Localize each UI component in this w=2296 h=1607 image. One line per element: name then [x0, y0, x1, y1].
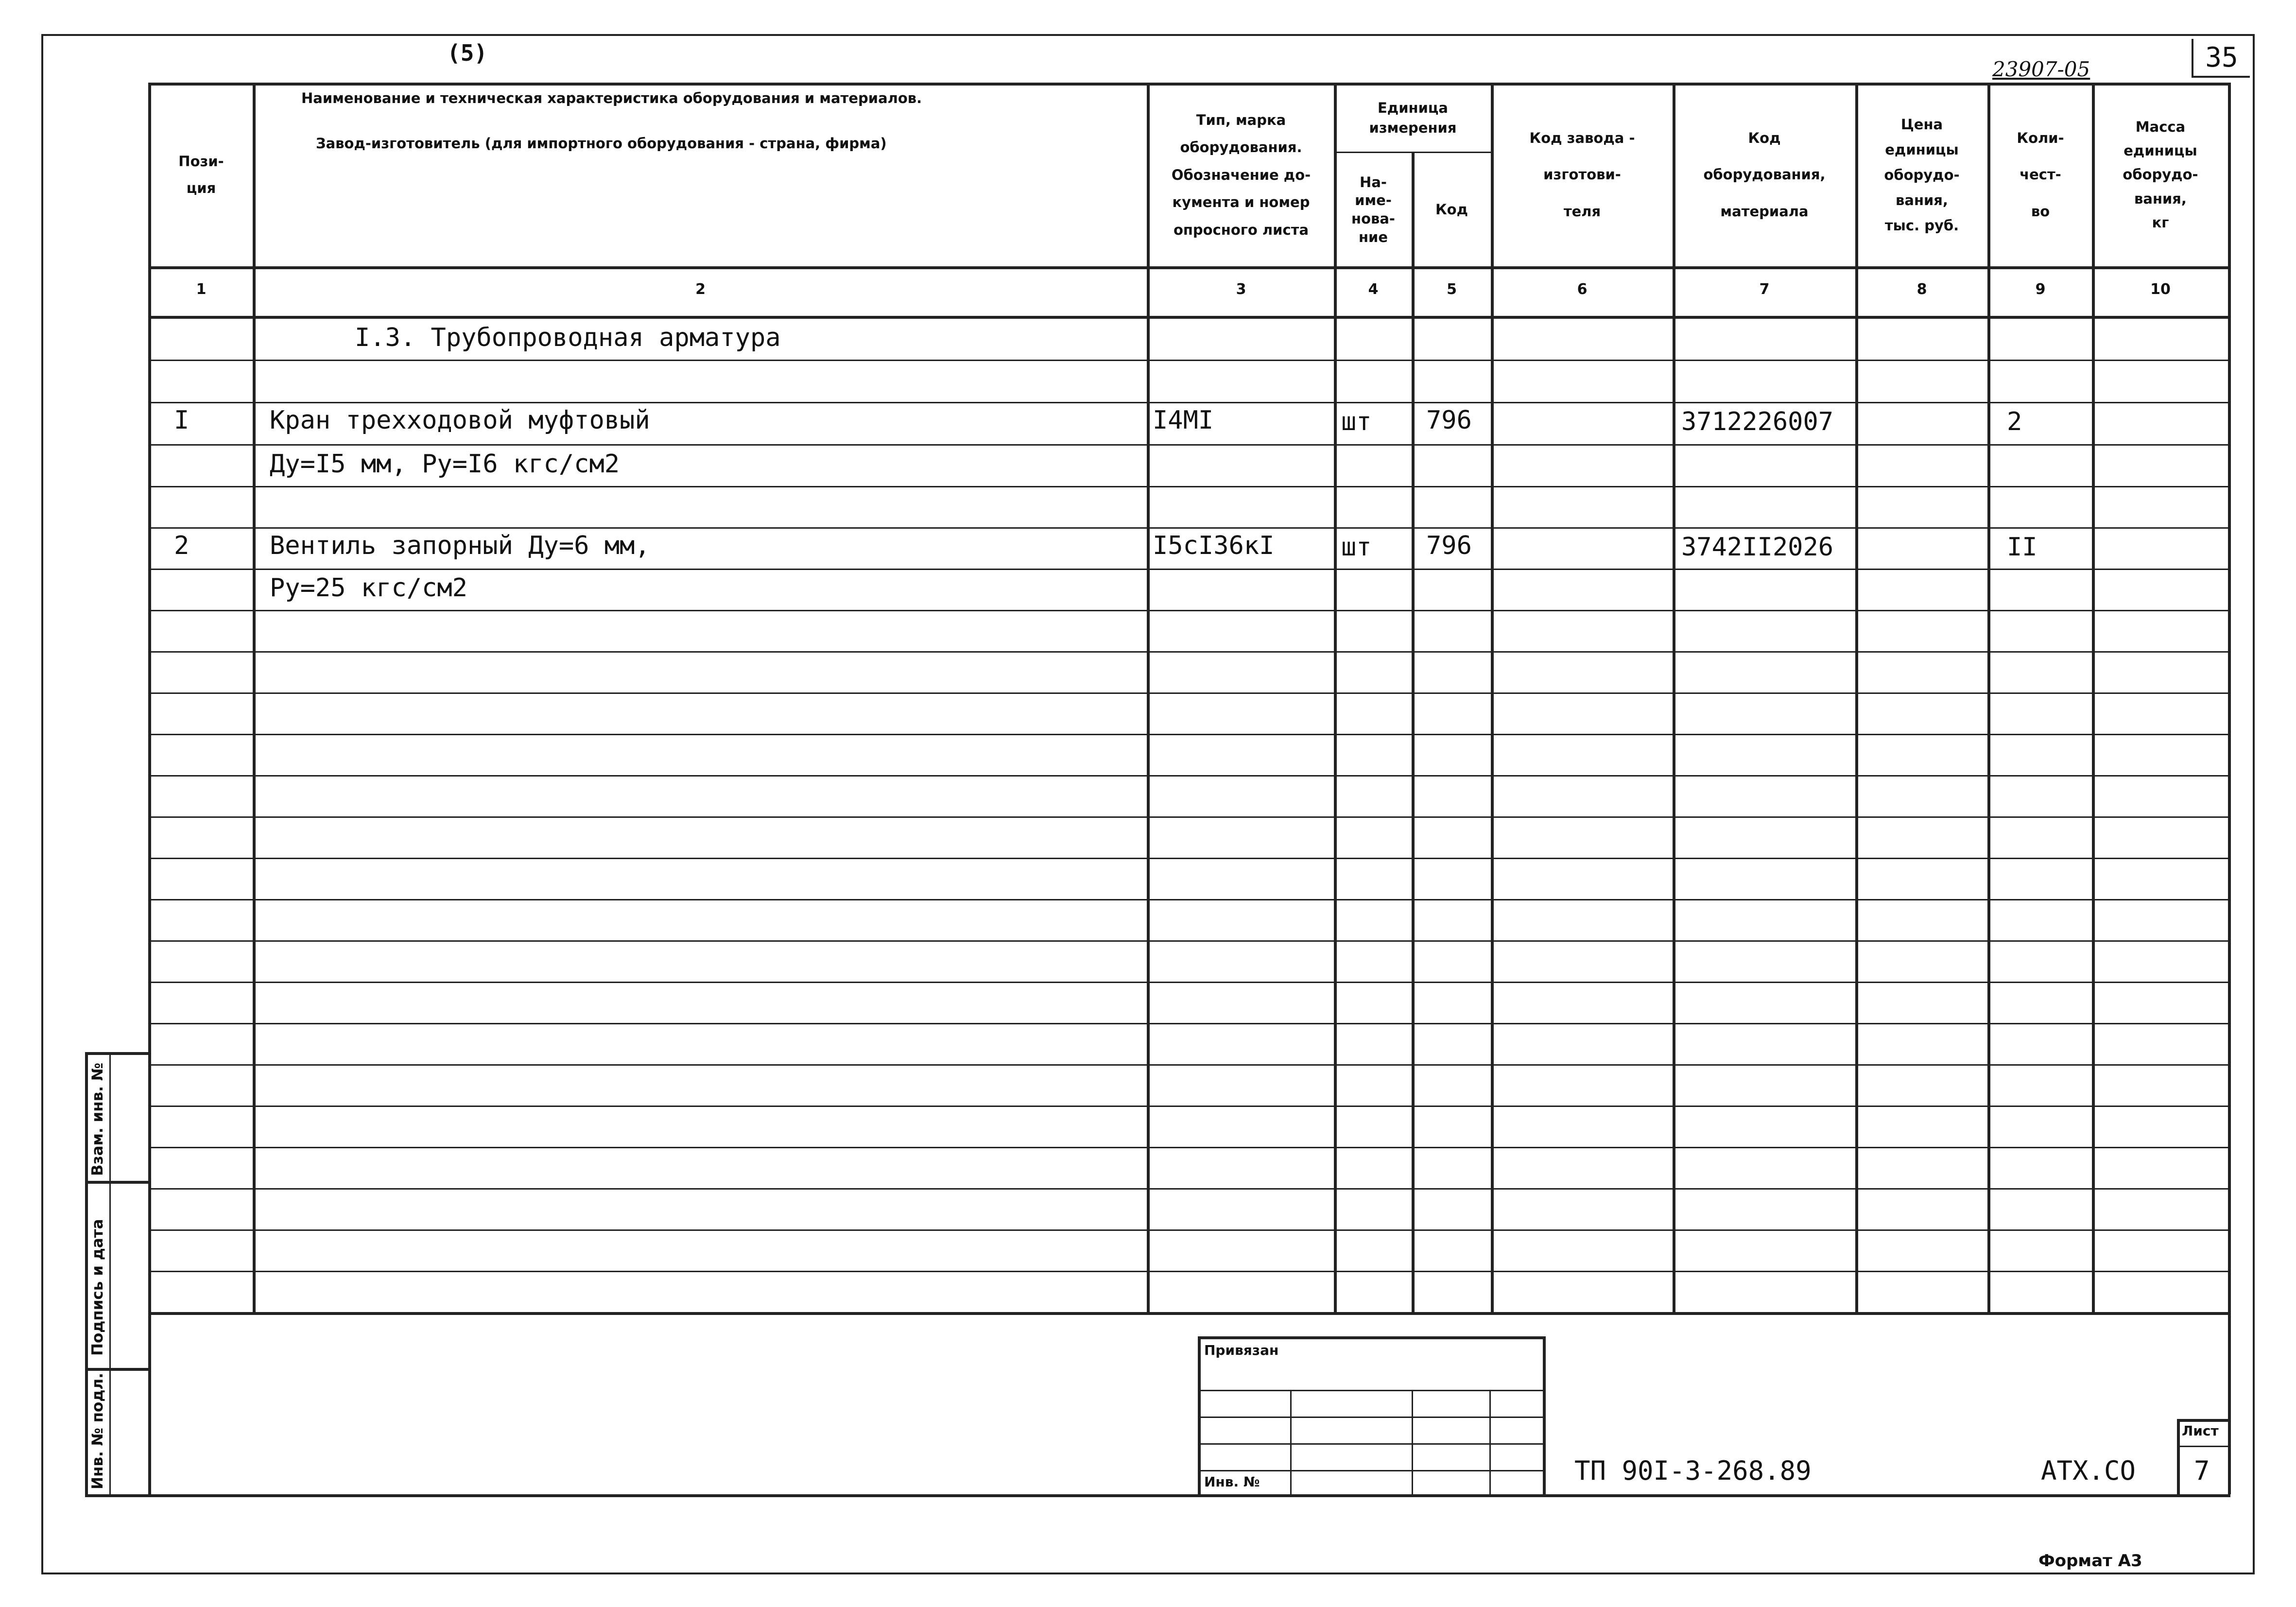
row-type: I4MI [1153, 406, 1214, 435]
header-text: теля [1563, 203, 1601, 220]
col-number: 10 [2150, 281, 2171, 298]
doc-reg-number: 23907-05 [1992, 57, 2090, 81]
privyazan-label: Привязан [1204, 1342, 1279, 1358]
header-col2 [301, 85, 1137, 265]
header-text: единицы [2123, 142, 2197, 159]
header-text: Код [1748, 129, 1781, 146]
header-text: Код завода - [1529, 129, 1635, 146]
header-col5 [1414, 155, 1489, 265]
row-position: I [174, 406, 190, 435]
header-col7 [1675, 85, 1854, 265]
header-text: оборудования. [1180, 139, 1302, 156]
header-text: Цена [1900, 116, 1943, 133]
doc-code: АТХ.СО [2041, 1455, 2136, 1486]
row-name: Кран трехходовой муфтовый [270, 406, 650, 435]
header-col8 [1858, 85, 1986, 265]
header-col10 [2094, 85, 2227, 265]
row-unit-code: 796 [1426, 531, 1472, 560]
header-text: чест- [2020, 166, 2061, 183]
part-number: (5) [447, 40, 488, 66]
header-text: Единица [1378, 100, 1448, 117]
header-text: материала [1720, 203, 1809, 220]
row-equip-code: 3712226007 [1681, 407, 1834, 436]
col-number: 9 [2035, 281, 2046, 298]
header-col9 [1990, 85, 2091, 265]
col-number: 5 [1447, 281, 1457, 298]
col-number: 8 [1916, 281, 1927, 298]
header-text: Пози- [178, 153, 224, 170]
header-text: На- [1360, 173, 1387, 190]
header-text: Код [1435, 201, 1468, 218]
header-text: Наименование и техническая характеристика оборудования и материалов. [301, 90, 922, 106]
header-text: опросного листа [1173, 221, 1309, 238]
header-text: изготови- [1543, 166, 1621, 183]
header-col6 [1493, 85, 1671, 265]
header-text: вания, [1896, 192, 1948, 209]
format-label: Формат А3 [2038, 1551, 2142, 1571]
header-text: во [2031, 203, 2050, 220]
stamp-podpis-data: Подпись и дата [89, 1219, 106, 1356]
header-unit-group [1336, 86, 1489, 150]
header-text: нова- [1351, 210, 1395, 227]
header-text: единицы [1885, 141, 1959, 158]
row-name-cont: Ду=I5 мм, Ру=I6 кгс/см2 [270, 449, 620, 479]
row-equip-code: 3742II2026 [1681, 533, 1834, 562]
header-text: Завод-изготовитель (для импортного оборудования - страна, фирма) [316, 135, 887, 152]
header-col4 [1336, 155, 1410, 265]
header-text: оборудо- [1884, 166, 1960, 183]
page-number-top: 35 [2205, 41, 2238, 73]
row-unit: шт [1341, 533, 1372, 562]
header-text: вания, [2134, 190, 2187, 207]
header-text: тыс. руб. [1884, 217, 1959, 234]
col-number: 4 [1368, 281, 1379, 298]
stamp-vzam-inv: Взам. инв. № [89, 1062, 106, 1176]
header-text: ция [186, 180, 216, 196]
row-qty: II [2007, 533, 2037, 562]
header-col1 [151, 85, 252, 265]
header-text: Тип, марка [1196, 111, 1286, 128]
page-number-box [2192, 39, 2250, 78]
row-unit-code: 796 [1426, 406, 1472, 435]
header-text: Коли- [2017, 129, 2064, 146]
sheet-number: 7 [2194, 1455, 2210, 1486]
inv-no-label: Инв. № [1204, 1474, 1260, 1490]
col-number: 6 [1577, 281, 1588, 298]
header-text: Обозначение до- [1171, 166, 1311, 183]
header-text: Масса [2135, 118, 2186, 135]
row-name: Вентиль запорный Ду=6 мм, [270, 531, 650, 560]
header-text: кг [2152, 214, 2169, 231]
project-code: ТП 90I-3-268.89 [1574, 1455, 1812, 1486]
header-text: оборудования, [1703, 166, 1826, 183]
header-text: име- [1355, 192, 1392, 209]
header-col3 [1149, 85, 1333, 265]
col-number: 3 [1236, 281, 1246, 298]
header-text: измерения [1369, 120, 1457, 136]
col-number: 1 [196, 281, 207, 298]
section-title: I.3. Трубопроводная арматура [355, 323, 781, 352]
stamp-inv-podl: Инв. № подл. [89, 1373, 106, 1489]
row-unit: шт [1341, 407, 1372, 436]
row-qty: 2 [2007, 407, 2022, 436]
header-text: оборудо- [2123, 166, 2198, 183]
col-number: 2 [695, 281, 706, 298]
col-number: 7 [1759, 281, 1770, 298]
row-name-cont: Ру=25 кгс/см2 [270, 573, 467, 603]
header-text: кумента и номер [1172, 194, 1310, 211]
row-type: I5cI36кI [1153, 531, 1275, 560]
sheet-label: Лист [2182, 1423, 2219, 1439]
header-text: ние [1358, 228, 1388, 245]
row-position: 2 [174, 531, 190, 560]
